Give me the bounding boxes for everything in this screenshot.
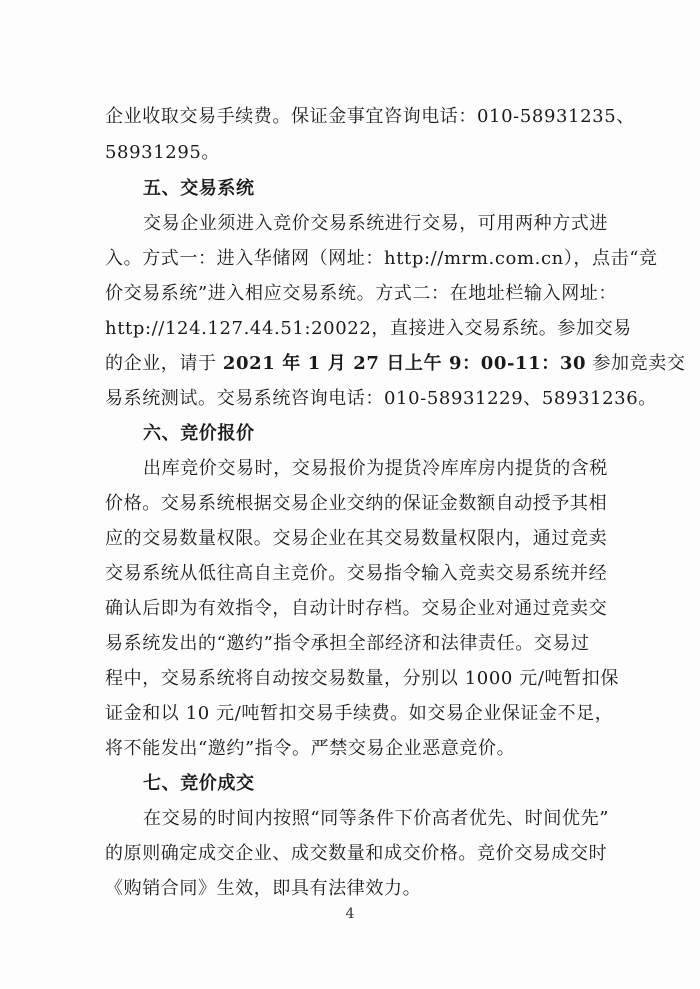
section-heading-trading-system: 五、交易系统 — [143, 178, 255, 199]
body-line — [105, 353, 686, 374]
body-line: 证金和以 10 元/吨暂扣交易手续费。如交易企业保证金不足， — [105, 703, 614, 724]
body-line: 在交易的时间内按照“同等条件下价高者优先、时间优先” — [143, 808, 610, 829]
section-heading-bidding-quote: 六、竞价报价 — [143, 423, 255, 444]
body-line: 程中，交易系统将自动按交易数量，分别以 1000 元/吨暂扣保 — [105, 668, 619, 689]
body-line: 应的交易数量权限。交易企业在其交易数量权限内，通过竞卖 — [105, 528, 608, 549]
body-line: 出库竞价交易时，交易报价为提货冷库库房内提货的含税 — [143, 458, 608, 479]
section-heading-bid-settlement: 七、竞价成交 — [143, 773, 255, 794]
body-line: 易系统测试。交易系统咨询电话：010-58931229、58931236。 — [105, 388, 657, 409]
body-text: 参加竞卖交 — [586, 353, 686, 374]
body-line: http://124.127.44.51:20022，直接进入交易系统。参加交易 — [105, 318, 632, 339]
test-time-emphasis: 2021 年 1 月 27 日上午 9：00-11：30 — [222, 353, 587, 374]
body-line: 交易系统从低往高自主竞价。交易指令输入竞卖交易系统并经 — [105, 563, 608, 584]
body-line: 确认后即为有效指令，自动计时存档。交易企业对通过竞卖交 — [105, 598, 608, 619]
body-line: 易系统发出的“邀约”指令承担全部经济和法律责任。交易过 — [105, 633, 590, 654]
body-line: 企业收取交易手续费。保证金事宜咨询电话：010-58931235、 — [105, 106, 635, 127]
body-line: 《购销合同》生效，即具有法律效力。 — [105, 878, 422, 899]
body-line: 58931295。 — [105, 142, 221, 163]
page-number: 4 — [345, 906, 355, 922]
body-line: 价格。交易系统根据交易企业交纳的保证金数额自动授予其相 — [105, 493, 608, 514]
body-text: 的企业，请于 — [105, 353, 223, 374]
body-line: 的原则确定成交企业、成交数量和成交价格。竞价交易成交时 — [105, 843, 608, 864]
body-line: 将不能发出“邀约”指令。严禁交易企业恶意竞价。 — [105, 738, 516, 759]
body-line: 价交易系统”进入相应交易系统。方式二：在地址栏输入网址： — [105, 283, 617, 304]
body-line: 交易企业须进入竞价交易系统进行交易，可用两种方式进 — [143, 213, 608, 234]
body-line: 入。方式一：进入华储网（网址：http://mrm.com.cn），点击“竞 — [105, 248, 658, 269]
